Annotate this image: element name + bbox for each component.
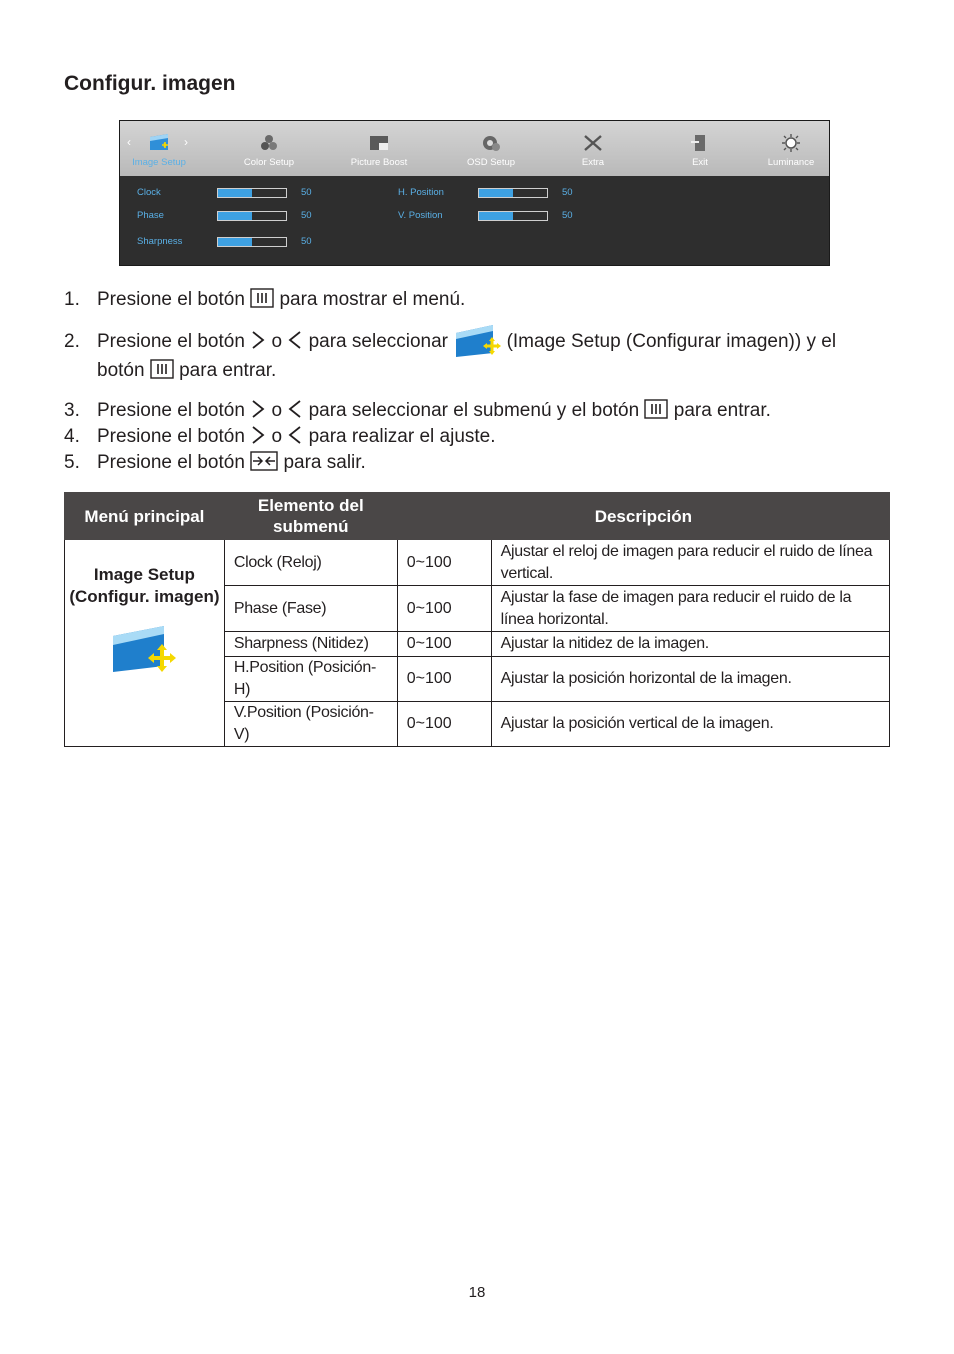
main-menu-name: Image Setup [93, 565, 195, 584]
menu-button-icon [150, 359, 174, 379]
osd-item-clock-label: Clock [137, 187, 161, 198]
osd-hposition-bar [478, 188, 548, 198]
right-arrow-button-icon [250, 399, 266, 419]
left-arrow-button-icon [287, 425, 303, 445]
exit-button-icon [250, 451, 278, 471]
osd-tab-label: Luminance [767, 157, 815, 168]
description-cell: Ajustar la fase de imagen para reducir el ruido de la línea horizontal. [491, 586, 889, 632]
osd-phase-value: 50 [301, 210, 312, 221]
step-text: Presione el botón [97, 331, 245, 352]
osd-left-arrow-icon: ‹ [127, 135, 131, 149]
step-text: Presione el botón [97, 400, 245, 421]
osd-item-phase-label: Phase [137, 210, 164, 221]
range-cell: 0~100 [397, 632, 491, 657]
menu-button-icon [644, 399, 668, 419]
osd-tab-label: Color Setup [243, 157, 295, 168]
step-text: para salir. [283, 452, 366, 473]
step-3 [64, 399, 771, 422]
submenu-item-cell: V.Position (Posición-V) [224, 702, 397, 747]
step-text: botón [97, 360, 145, 381]
step-4 [64, 425, 496, 448]
page-title: Configur. imagen [64, 72, 236, 95]
osd-item-sharpness-label: Sharpness [137, 236, 183, 247]
step-number: 2. [64, 331, 80, 352]
image-setup-icon [109, 622, 179, 678]
step-number: 1. [64, 289, 80, 310]
table-row [65, 540, 890, 586]
picture-boost-icon [368, 133, 390, 153]
osd-tab-label: Image Setup [132, 157, 186, 168]
range-cell: 0~100 [397, 657, 491, 702]
step-5 [64, 451, 366, 474]
osd-vposition-value: 50 [562, 210, 573, 221]
submenu-item-cell: Sharpness (Nitidez) [224, 632, 397, 657]
step-text: o [271, 331, 283, 352]
osd-sharpness-value: 50 [301, 236, 312, 247]
menu-button-icon [250, 288, 274, 308]
description-cell: Ajustar el reloj de imagen para reducir el ruido de línea vertical. [491, 540, 889, 586]
step-text: Presione el botón [97, 426, 245, 447]
step-2 [64, 323, 836, 359]
extra-icon [582, 133, 604, 153]
osd-right-arrow-icon: › [184, 135, 188, 149]
table-header-row [65, 493, 890, 540]
osd-sharpness-bar [217, 237, 287, 247]
right-arrow-button-icon [250, 330, 266, 350]
step-text: Presione el botón [97, 289, 245, 310]
step-number: 5. [64, 452, 80, 473]
osd-tab-osd-setup [460, 121, 522, 176]
step-text: para realizar el ajuste. [308, 426, 496, 447]
step-text: para mostrar el menú. [279, 289, 466, 310]
osd-tab-label: Extra [581, 157, 605, 168]
range-cell: 0~100 [397, 586, 491, 632]
main-menu-name-es: (Configur. imagen) [69, 587, 220, 606]
image-setup-icon [148, 133, 170, 153]
osd-clock-bar [217, 188, 287, 198]
settings-table [64, 492, 890, 747]
osd-tab-label: Picture Boost [350, 157, 408, 168]
osd-tab-bar [120, 121, 829, 176]
step-text: o [271, 400, 283, 421]
description-cell: Ajustar la nitidez de la imagen. [491, 632, 889, 657]
step-text: para seleccionar [308, 331, 449, 352]
submenu-item-cell: Phase (Fase) [224, 586, 397, 632]
osd-menu-screenshot [119, 120, 830, 266]
step-text: para entrar. [673, 400, 771, 421]
step-number: 4. [64, 426, 80, 447]
step-text: para entrar. [179, 360, 277, 381]
header-submenu-item: Elemento del submenú [224, 493, 397, 540]
step-text: Presione el botón [97, 452, 245, 473]
osd-phase-bar [217, 211, 287, 221]
submenu-item-cell: H.Position (Posición-H) [224, 657, 397, 702]
step-text: (Image Setup (Configurar imagen)) y el [506, 331, 837, 352]
main-menu-cell [65, 540, 225, 747]
luminance-icon [780, 133, 802, 153]
description-cell: Ajustar la posición horizontal de la imagen. [491, 657, 889, 702]
header-description: Descripción [397, 493, 889, 540]
osd-tab-luminance [762, 121, 820, 176]
osd-tab-picture-boost [342, 121, 416, 176]
osd-tab-extra [568, 121, 618, 176]
description-cell: Ajustar la posición vertical de la imagen. [491, 702, 889, 747]
header-main-menu: Menú principal [65, 493, 225, 540]
step-text: para seleccionar el submenú y el botón [308, 400, 640, 421]
osd-clock-value: 50 [301, 187, 312, 198]
step-text: o [271, 426, 283, 447]
step-number: 3. [64, 400, 80, 421]
step-1 [64, 288, 465, 311]
right-arrow-button-icon [250, 425, 266, 445]
osd-vposition-bar [478, 211, 548, 221]
osd-item-vposition-label: V. Position [398, 210, 443, 221]
exit-icon [689, 133, 711, 153]
osd-tab-image-setup [128, 121, 190, 176]
osd-tab-color-setup [238, 121, 300, 176]
left-arrow-button-icon [287, 330, 303, 350]
submenu-item-cell: Clock (Reloj) [224, 540, 397, 586]
osd-tab-label: OSD Setup [466, 157, 516, 168]
page-number: 18 [468, 1284, 486, 1301]
osd-item-hposition-label: H. Position [398, 187, 444, 198]
osd-setup-icon [480, 133, 502, 153]
osd-tab-label: Exit [692, 157, 708, 168]
left-arrow-button-icon [287, 399, 303, 419]
range-cell: 0~100 [397, 702, 491, 747]
color-setup-icon [258, 133, 280, 153]
osd-tab-exit [675, 121, 725, 176]
step-2-continued [97, 359, 276, 382]
range-cell: 0~100 [397, 540, 491, 586]
osd-hposition-value: 50 [562, 187, 573, 198]
image-setup-icon [453, 323, 501, 359]
